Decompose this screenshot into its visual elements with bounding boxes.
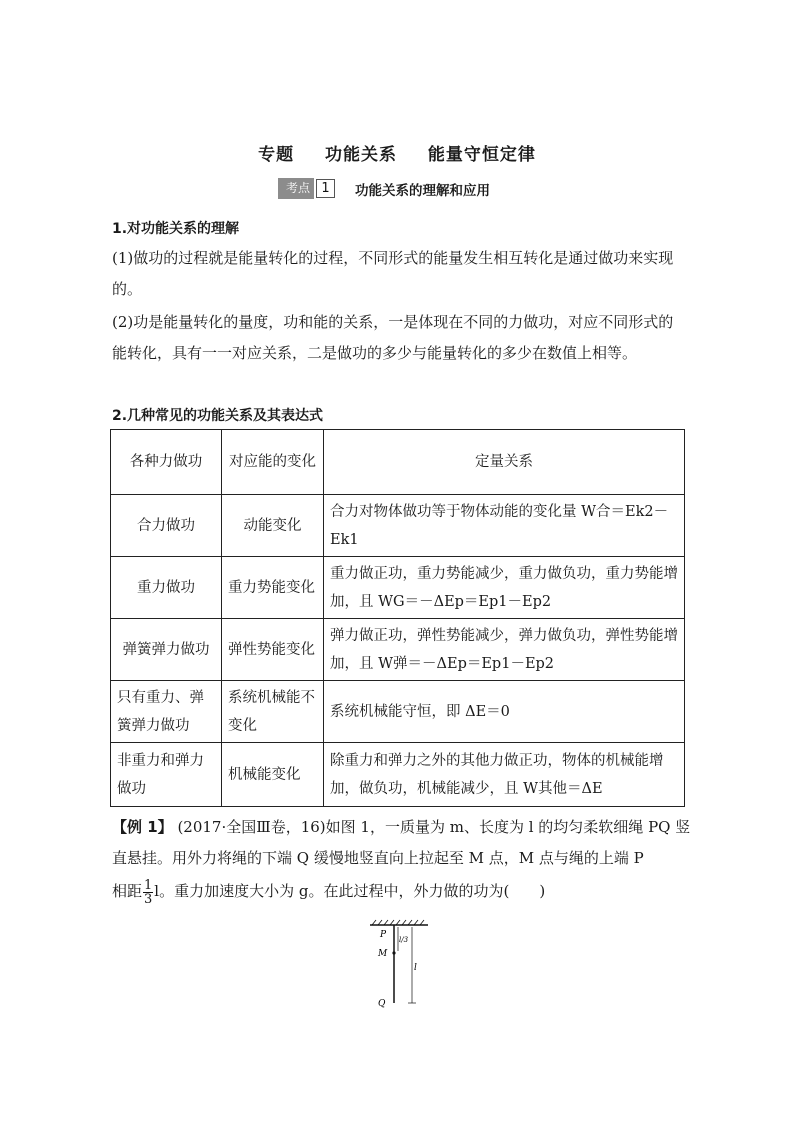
table-cell-relation: 系统机械能守恒，即 ΔE＝0 [324,681,685,743]
table-header-row [111,430,685,495]
label-p: P [380,930,387,940]
section1-heading: 1.对功能关系的理解 [112,221,240,237]
example-text-b-post: l。重力加速度大小为 g。在此过程中，外力做的功为( ) [154,882,546,900]
table-row [111,619,685,681]
table-row [111,681,685,743]
title-part-law: 能量守恒定律 [427,145,536,165]
function-relation-table [110,429,685,807]
table-cell-force: 重力做功 [111,557,222,619]
section1-paragraph1: (1)做功的过程就是能量转化的过程，不同形式的能量发生相互转化是通过做功来实现的。 [112,249,674,298]
example-label: 【例 1】 [112,818,173,836]
label-l: l [414,963,417,973]
table-row [111,557,685,619]
table-row [111,743,685,807]
table-cell-force: 非重力和弹力做功 [111,743,222,807]
label-q: Q [378,999,386,1009]
table-cell-relation: 合力对物体做功等于物体动能的变化量 W合＝Ek2－Ek1 [324,495,685,557]
example-text-a: 如图 1，一质量为 m、长度为 l 的均匀柔软细绳 PQ 竖直悬挂。用外力将绳的下端 Q 缓慢地竖直向上拉起至 M 点，M 点与绳的上端 P [112,818,691,867]
example-paragraph [112,812,692,874]
table-header-change: 对应能的变化 [222,430,324,495]
point-m [392,951,395,954]
table-cell-change: 系统机械能不变化 [222,681,324,743]
rope-figure [360,915,440,1010]
section1-paragraph2: (2)功是能量转化的量度，功和能的关系，一是体现在不同的力做功，对应不同形式的能转化，具有一一对应关系，二是做功的多少与能量转化的多少在数值上相等。 [112,313,674,362]
table-cell-change: 弹性势能变化 [222,619,324,681]
label-l3: l/3 [399,936,409,944]
title-part-topic: 专题 [258,145,295,165]
kaodian-title: 功能关系的理解和应用 [355,182,491,199]
table-cell-relation: 除重力和弹力之外的其他力做正功，物体的机械能增加，做负功，机械能减少，且 W其他＝ΔE [324,743,685,807]
table-cell-force: 合力做功 [111,495,222,557]
table-cell-force: 弹簧弹力做功 [111,619,222,681]
table-header-relation: 定量关系 [324,430,685,495]
kaodian-header [278,178,490,199]
table-cell-relation: 弹力做正功，弹性势能减少，弹力做负功，弹性势能增加，且 W弹＝－ΔEp＝Ep1－Ep2 [324,619,685,681]
page-title [0,140,794,165]
table-cell-force: 只有重力、弹簧弹力做功 [111,681,222,743]
label-m: M [378,949,388,959]
section2-heading: 2.几种常见的功能关系及其表达式 [112,408,324,424]
kaodian-number: 1 [316,179,335,198]
fraction-numerator: 1 [144,877,153,893]
table-row [111,495,685,557]
table-cell-change: 重力势能变化 [222,557,324,619]
table-header-force: 各种力做功 [111,430,222,495]
fraction-one-third [143,879,153,906]
example-source: (2017·全国Ⅲ卷，16) [177,818,326,836]
fraction-denominator: 3 [144,891,153,907]
example-text-b-pre: 相距 [112,882,143,900]
kaodian-tag: 考点 [278,178,314,199]
example-line-b [112,876,692,907]
table-cell-change: 动能变化 [222,495,324,557]
title-part-relation: 功能关系 [325,145,397,165]
ceiling-hatch [370,920,428,925]
table-cell-relation: 重力做正功，重力势能减少，重力做负功，重力势能增加，且 WG＝－ΔEp＝Ep1－Ep2 [324,557,685,619]
table-cell-change: 机械能变化 [222,743,324,807]
